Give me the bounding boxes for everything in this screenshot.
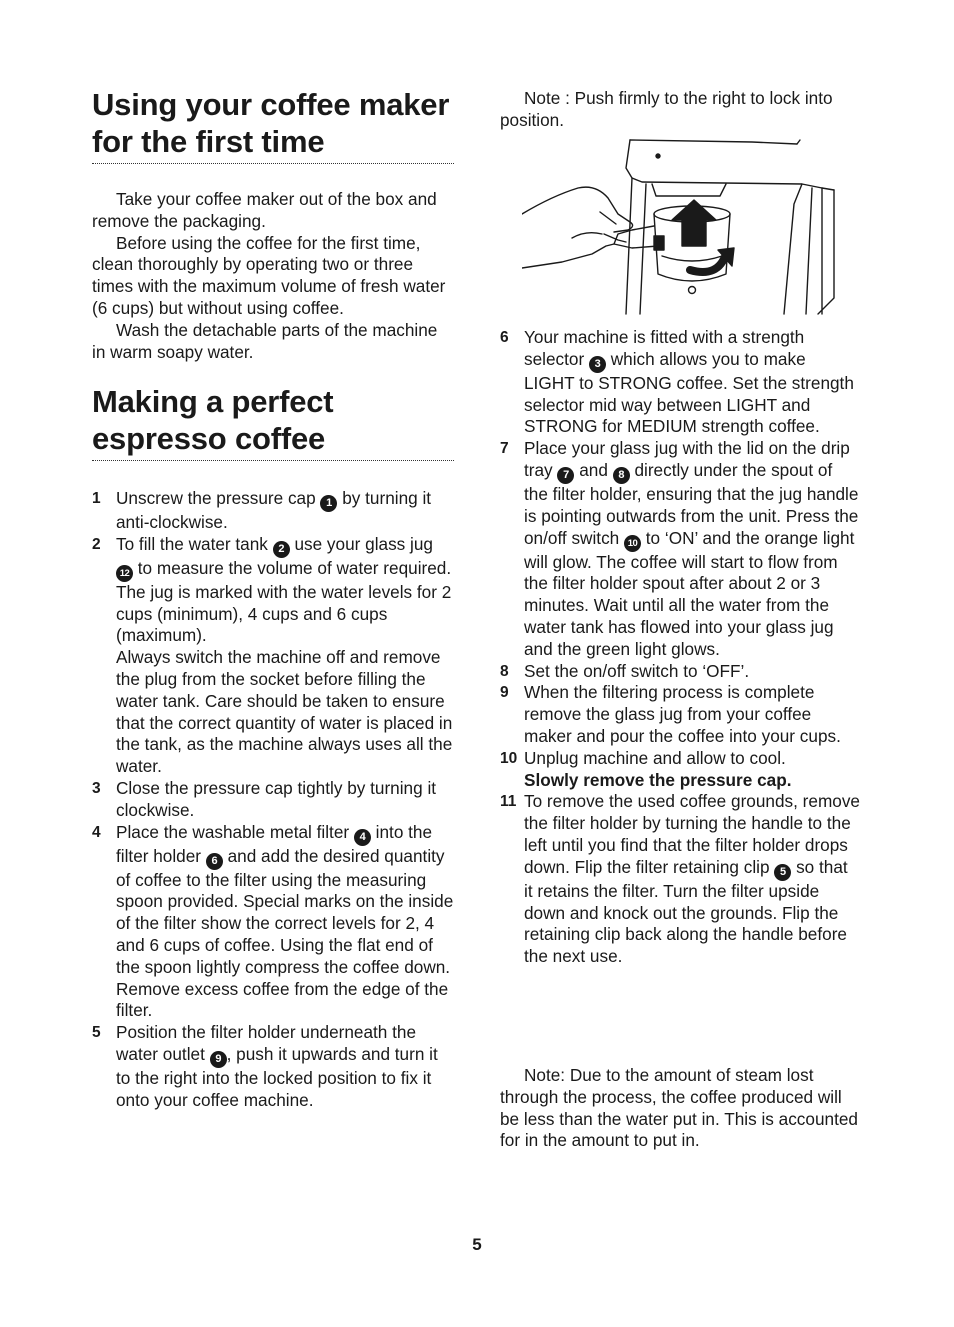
step-text: into the filter holder (116, 821, 433, 866)
step-number: 11 (500, 793, 517, 811)
step-text: directly under the spout of the filter holder, ensuring that the jug handle is pointing outwards from the unit. Press the on/off switch (524, 459, 859, 548)
machine-front-edge (784, 184, 802, 314)
step-item (92, 1022, 454, 1111)
part-number-badge: 3 (589, 356, 606, 373)
step-number: 2 (92, 535, 101, 553)
intro-paragraph: Take your coffee maker out of the box and remove the packaging. (92, 189, 437, 231)
part-number-badge: 8 (613, 467, 630, 484)
intro-paragraph: Before using the coffee for the first time, clean thoroughly by operating two or three times with the maximum volume of fresh water (6 cups) but without using coffee. (92, 232, 446, 318)
heading-perfect-espresso: Making a perfect espresso coffee (92, 383, 454, 461)
step-text: so that it retains the filter. Turn the filter upside down and knock out the grounds. Flip the retaining clip back along the handle before the next use. (524, 856, 848, 967)
step-number: 8 (500, 662, 509, 680)
machine-side-edge (806, 188, 812, 314)
step-item (500, 791, 860, 968)
step-text: and (574, 459, 613, 480)
step-text: Set the on/off switch to ‘OFF’. (524, 660, 750, 681)
water-outlet (652, 184, 726, 196)
step-item (92, 778, 454, 822)
step-number: 1 (92, 490, 101, 507)
step-item (92, 534, 454, 778)
step-text: which allows you to make LIGHT to STRONG coffee. Set the strength selector mid way between LIGHT and STRONG for MEDIUM strength coffee. (524, 348, 854, 437)
heading-first-time: Using your coffee maker for the first time (92, 86, 454, 164)
step-item (92, 488, 454, 534)
steps-list-left (92, 488, 454, 1112)
step-text: Unplug machine and allow to cool. (524, 747, 786, 768)
machine-body-outline (626, 140, 834, 190)
part-number-badge: 10 (624, 535, 641, 552)
step-number: 7 (500, 440, 509, 458)
step-number: 6 (500, 329, 509, 346)
filter-holder-spout (689, 287, 696, 294)
step-text: Your machine is fitted with a strength selector (524, 327, 805, 369)
step-text: Place the washable metal filter (116, 821, 354, 842)
step-text: Unscrew the pressure cap (116, 488, 321, 508)
part-number-badge: 2 (273, 541, 290, 558)
step-number: 10 (500, 749, 518, 767)
step-number: 4 (92, 823, 101, 841)
step-item (500, 327, 860, 438)
steps-list-right (500, 327, 860, 968)
handle-clip (654, 236, 664, 250)
step-text: by turning it anti-clockwise. (116, 488, 432, 532)
note-steam-loss: Note: Due to the amount of steam lost through the process, the coffee produced will be less than the water put in. This is accounted for in the amount to put in. (500, 1065, 858, 1151)
hand-upper (522, 187, 633, 232)
step-text: use your glass jug (289, 533, 433, 554)
filter-holder-band (662, 256, 722, 261)
step-number: 9 (500, 684, 509, 702)
step-text: When the filtering process is complete remove the glass jug from your coffee maker and pour the coffee into your cups. (524, 682, 841, 746)
step-item (500, 438, 860, 660)
machine-left-edge (640, 184, 646, 314)
part-number-badge: 4 (354, 829, 371, 846)
step-text: , push it upwards and turn it to the right into the locked position to fix it onto your coffee machine. (116, 1043, 438, 1110)
machine-corner (818, 190, 834, 314)
filter-holder-illustration (522, 138, 838, 316)
hand-thumb (600, 212, 616, 224)
intro-paragraph: Wash the detachable parts of the machine in warm soapy water. (92, 319, 438, 362)
machine-inner-edge (626, 178, 632, 314)
hand-knuckle (572, 233, 602, 238)
part-number-badge: 12 (116, 565, 133, 582)
rotate-right-arrow-icon (690, 254, 726, 272)
part-number-badge: 5 (774, 864, 791, 881)
step-warning-text: Always switch the machine off and remove the plug from the socket before filling the water tank. Care should be taken to ensure that the correct quantity of water is placed in the tank, as the machine always uses all the water. (116, 647, 453, 777)
page-number: 5 (472, 1235, 482, 1254)
part-number-badge: 6 (206, 853, 223, 870)
machine-dot (656, 154, 660, 158)
step-number: 3 (92, 779, 101, 797)
step-text: and add the desired quantity of coffee to the filter using the measuring spoon provided. Special marks on the inside of the filter show the correct levels for 2, 4 and 6 cups of coffee. Using the flat end of the spoon lightly compress the coffee down. Remove excess coffee from the edge of the filter. (116, 845, 454, 1021)
step-text: Close the pressure cap tightly by turning it clockwise. (116, 777, 437, 820)
step-item (500, 748, 860, 792)
step-item (500, 661, 860, 683)
hand-lower (522, 244, 614, 268)
step-item (500, 682, 860, 747)
intro-section (92, 189, 454, 363)
step-bold-warning: Slowly remove the pressure cap. (524, 769, 792, 790)
note-push-firmly: Note : Push firmly to the right to lock into position. (500, 88, 833, 130)
step-text: Place your glass jug with the lid on the drip tray (524, 438, 850, 480)
part-number-badge: 1 (320, 495, 337, 512)
machine-top-outline (630, 140, 797, 144)
step-text: to measure the volume of water required. The jug is marked with the water levels for 2 cups (minimum), 4 cups and 6 cups (maximum). (116, 557, 452, 646)
step-item (92, 822, 454, 1023)
step-text: to ‘ON’ and the orange light will glow. The coffee will start to flow from the filter holder spout after about 2 or 3 minutes. Wait until all the water from the water tank has flowed into your glass jug and the green light glows. (524, 527, 855, 659)
step-text: Position the filter holder underneath the water outlet (116, 1022, 417, 1064)
step-text: To remove the used coffee grounds, remove the filter holder by turning the handle to the left until you find that the filter holder drops down. Flip the filter retaining clip (524, 791, 860, 877)
part-number-badge: 7 (557, 467, 574, 484)
machine-edge (797, 140, 800, 144)
step-text: To fill the water tank (116, 533, 273, 554)
filter-holder-handle (614, 226, 658, 248)
part-number-badge: 9 (210, 1051, 227, 1068)
step-number: 5 (92, 1024, 101, 1042)
